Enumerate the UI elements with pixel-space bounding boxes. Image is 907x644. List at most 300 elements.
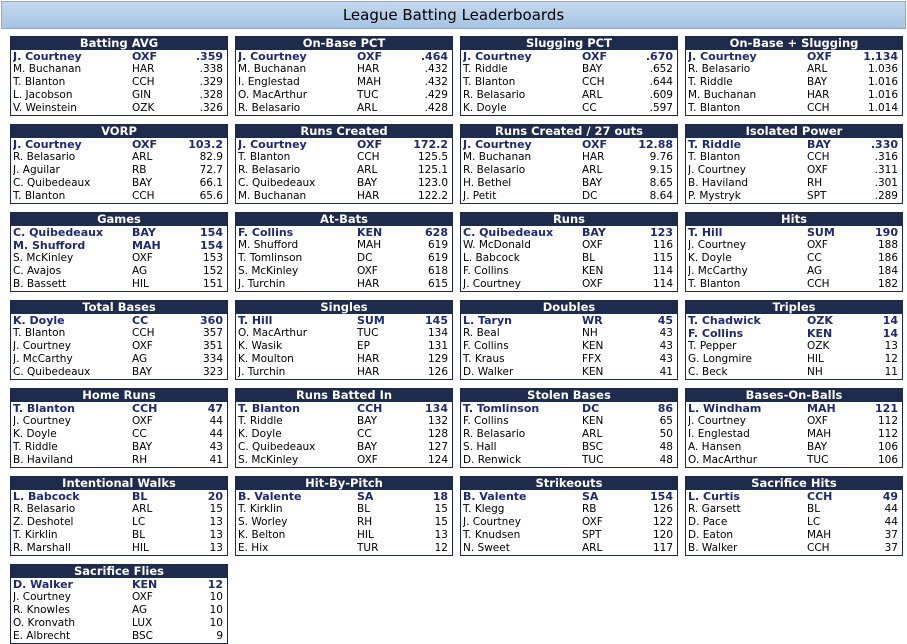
leaderboard-row <box>236 402 452 415</box>
player-name: J. Turchin <box>238 366 286 378</box>
stat-value: 44 <box>209 415 223 427</box>
team-abbr: HAR <box>582 151 605 163</box>
stat-value: 103.2 <box>188 138 223 151</box>
leaderboard-row <box>11 415 227 428</box>
stat-value: 323 <box>202 366 223 378</box>
player-name: K. Belton <box>238 529 286 541</box>
team-abbr: HIL <box>357 529 374 541</box>
stat-value: .428 <box>424 102 448 114</box>
leaderboard-row <box>461 428 677 441</box>
stat-value: 628 <box>425 226 448 239</box>
leaderboard-row <box>686 50 902 63</box>
leaderboard-row <box>461 239 677 252</box>
player-name: J. Courtney <box>463 516 521 528</box>
leaderboard-row <box>11 529 227 542</box>
leaderboard-row <box>686 516 902 529</box>
player-name: F. Collins <box>238 226 294 239</box>
leaderboard-row <box>686 138 902 151</box>
player-name: J. Courtney <box>13 415 71 427</box>
team-abbr: CCH <box>132 76 155 88</box>
player-name: F. Collins <box>463 340 509 352</box>
team-abbr: CCH <box>807 278 830 290</box>
player-name: T. Blanton <box>688 278 741 290</box>
leaderboard-row <box>461 63 677 76</box>
leaderboard-panel <box>235 36 453 116</box>
leaderboard-row <box>11 138 227 151</box>
player-name: R. Beal <box>463 327 500 339</box>
stat-value: .652 <box>649 63 673 75</box>
leaderboard-panel <box>685 388 903 468</box>
team-abbr: HAR <box>357 366 380 378</box>
player-name: L. Jacobson <box>13 89 73 101</box>
player-name: J. Courtney <box>688 164 746 176</box>
team-abbr: HAR <box>357 190 380 202</box>
team-abbr: MAH <box>807 428 832 440</box>
player-name: R. Belasario <box>463 89 526 101</box>
leaderboard-row <box>686 402 902 415</box>
team-abbr: ARL <box>582 428 603 440</box>
team-abbr: OXF <box>357 454 378 466</box>
leaderboard-row <box>461 177 677 190</box>
leaderboard-panel <box>10 124 228 204</box>
team-abbr: AG <box>132 353 148 365</box>
stat-value: 172.2 <box>413 138 448 151</box>
stat-value: 41 <box>659 366 673 378</box>
player-name: C. Quibedeaux <box>463 226 554 239</box>
team-abbr: BL <box>807 503 821 515</box>
stat-value: 8.65 <box>649 177 673 189</box>
leaderboard-row <box>686 278 902 291</box>
stat-value: 15 <box>209 503 223 515</box>
leaderboard-row <box>11 591 227 604</box>
stat-value: 115 <box>652 252 673 264</box>
player-name: F. Collins <box>688 327 744 340</box>
leaderboard-title: On-Base PCT <box>236 37 452 50</box>
stat-value: 13 <box>209 529 223 541</box>
stat-value: 120 <box>652 529 673 541</box>
leaderboard-row <box>11 314 227 327</box>
player-name: B. Bassett <box>13 278 67 290</box>
stat-value: 1.036 <box>867 63 898 75</box>
leaderboard-panel <box>235 476 453 556</box>
team-abbr: OXF <box>582 138 607 151</box>
stat-value: 37 <box>884 542 898 554</box>
leaderboard-row <box>11 164 227 177</box>
team-abbr: TUR <box>357 542 379 554</box>
leaderboard-row <box>11 102 227 115</box>
leaderboard-row <box>461 102 677 115</box>
leaderboard-panel <box>685 36 903 116</box>
team-abbr: CCH <box>807 542 830 554</box>
stat-value: 13 <box>434 529 448 541</box>
player-name: K. Wasik <box>238 340 283 352</box>
stat-value: .429 <box>424 89 448 101</box>
team-abbr: OXF <box>357 50 382 63</box>
player-name: T. Hill <box>688 226 723 239</box>
player-name: R. Marshall <box>13 542 71 554</box>
team-abbr: CC <box>807 252 822 264</box>
stat-value: 127 <box>427 441 448 453</box>
team-abbr: OXF <box>807 50 832 63</box>
leaderboard-row <box>686 76 902 89</box>
leaderboard-row <box>461 314 677 327</box>
player-name: I. Englestad <box>238 76 300 88</box>
stat-value: 44 <box>884 503 898 515</box>
leaderboard-row <box>461 441 677 454</box>
stat-value: 152 <box>202 265 223 277</box>
leaderboard-row <box>461 278 677 291</box>
leaderboard-row <box>461 454 677 467</box>
stat-value: 112 <box>877 428 898 440</box>
leaderboard-row <box>11 441 227 454</box>
stat-value: 47 <box>207 402 223 415</box>
stat-value: 12 <box>884 353 898 365</box>
leaderboard-row <box>11 190 227 203</box>
player-name: T. Riddle <box>463 63 508 75</box>
leaderboard-row <box>686 542 902 555</box>
player-name: J. Courtney <box>688 415 746 427</box>
player-name: K. Doyle <box>13 314 65 327</box>
player-name: R. Belasario <box>238 102 301 114</box>
page-header <box>1 1 906 29</box>
leaderboard-row <box>11 503 227 516</box>
player-name: M. Buchanan <box>238 190 307 202</box>
stat-value: 154 <box>200 226 223 239</box>
team-abbr: CC <box>132 428 147 440</box>
leaderboard-title: Runs Created / 27 outs <box>461 125 677 138</box>
player-name: R. Belasario <box>238 164 301 176</box>
player-name: D. Eaton <box>688 529 734 541</box>
leaderboard-row <box>236 164 452 177</box>
leaderboard-row <box>236 516 452 529</box>
leaderboard-row <box>686 265 902 278</box>
team-abbr: AG <box>807 265 823 277</box>
player-name: T. Kirklin <box>13 529 58 541</box>
player-name: M. Buchanan <box>688 89 757 101</box>
team-abbr: KEN <box>582 366 604 378</box>
team-abbr: MAH <box>807 529 832 541</box>
leaderboard-title: On-Base + Slugging <box>686 37 902 50</box>
stat-value: 14 <box>882 327 898 340</box>
player-name: C. Quibedeaux <box>13 366 91 378</box>
team-abbr: BAY <box>132 441 152 453</box>
stat-value: 10 <box>209 604 223 616</box>
stat-value: 126 <box>652 503 673 515</box>
player-name: T. Chadwick <box>688 314 761 327</box>
stat-value: 11 <box>884 366 898 378</box>
leaderboard-title: Singles <box>236 301 452 314</box>
stat-value: 190 <box>875 226 898 239</box>
stat-value: 8.64 <box>649 190 673 202</box>
stat-value: 37 <box>884 529 898 541</box>
team-abbr: SA <box>582 490 599 503</box>
player-name: M. Buchanan <box>463 151 532 163</box>
leaderboard-row <box>236 490 452 503</box>
team-abbr: RB <box>132 164 147 176</box>
player-name: L. Curtis <box>688 490 740 503</box>
leaderboard-row <box>11 617 227 630</box>
leaderboard-row <box>11 428 227 441</box>
team-abbr: DC <box>582 190 598 202</box>
team-abbr: KEN <box>582 265 604 277</box>
stat-value: 43 <box>659 353 673 365</box>
team-abbr: BL <box>132 490 148 503</box>
team-abbr: SUM <box>357 314 385 327</box>
stat-value: .464 <box>420 50 448 63</box>
leaderboard-row <box>686 102 902 115</box>
team-abbr: BAY <box>582 177 602 189</box>
leaderboard-title: Strikeouts <box>461 477 677 490</box>
stat-value: .597 <box>649 102 673 114</box>
team-abbr: CCH <box>807 102 830 114</box>
team-abbr: DC <box>357 252 373 264</box>
stat-value: 154 <box>200 239 223 252</box>
stat-value: 1.014 <box>867 102 898 114</box>
player-name: D. Renwick <box>463 454 522 466</box>
leaderboard-row <box>11 76 227 89</box>
team-abbr: TUC <box>357 327 379 339</box>
leaderboard-title: Games <box>11 213 227 226</box>
team-abbr: OXF <box>132 340 153 352</box>
team-abbr: OXF <box>132 50 157 63</box>
player-name: J. Courtney <box>13 50 82 63</box>
player-name: B. Walker <box>688 542 738 554</box>
player-name: B. Valente <box>238 490 302 503</box>
leaderboard-row <box>11 604 227 617</box>
team-abbr: OXF <box>357 138 382 151</box>
player-name: H. Bethel <box>463 177 512 189</box>
team-abbr: BSC <box>132 630 154 642</box>
team-abbr: BAY <box>807 441 827 453</box>
team-abbr: AG <box>132 265 148 277</box>
stat-value: 13 <box>209 542 223 554</box>
leaderboard-title: At-Bats <box>236 213 452 226</box>
stat-value: .289 <box>874 190 898 202</box>
stat-value: 186 <box>877 252 898 264</box>
player-name: S. Hall <box>463 441 497 453</box>
player-name: J. Aguilar <box>13 164 60 176</box>
stat-value: 125.1 <box>417 164 448 176</box>
team-abbr: SA <box>357 490 374 503</box>
stat-value: 117 <box>652 542 673 554</box>
team-abbr: BAY <box>807 138 831 151</box>
leaderboard-title: Sacrifice Hits <box>686 477 902 490</box>
team-abbr: SUM <box>807 226 835 239</box>
team-abbr: KEN <box>357 226 383 239</box>
leaderboard-row <box>236 102 452 115</box>
leaderboard-row <box>686 327 902 340</box>
leaderboard-panel <box>235 212 453 292</box>
leaderboard-row <box>236 415 452 428</box>
stat-value: 44 <box>884 516 898 528</box>
stat-value: 9.15 <box>649 164 673 176</box>
leaderboard-row <box>461 490 677 503</box>
team-abbr: LC <box>807 516 821 528</box>
stat-value: 351 <box>202 340 223 352</box>
leaderboard-row <box>686 428 902 441</box>
player-name: O. MacArthur <box>238 89 308 101</box>
player-name: J. McCarthy <box>13 353 73 365</box>
team-abbr: OXF <box>582 278 603 290</box>
team-abbr: OXF <box>132 415 153 427</box>
team-abbr: CC <box>357 428 372 440</box>
leaderboard-row <box>236 226 452 239</box>
player-name: C. Beck <box>688 366 728 378</box>
player-name: C. Quibedeaux <box>13 226 104 239</box>
stat-value: 132 <box>427 415 448 427</box>
stat-value: 50 <box>659 428 673 440</box>
player-name: C. Quibedeaux <box>238 177 316 189</box>
player-name: J. Courtney <box>688 239 746 251</box>
team-abbr: CCH <box>132 402 158 415</box>
team-abbr: ARL <box>357 164 378 176</box>
leaderboard-row <box>11 278 227 291</box>
stat-value: 619 <box>427 252 448 264</box>
leaderboard-panel <box>10 476 228 556</box>
leaderboard-row <box>461 542 677 555</box>
stat-value: 12 <box>434 542 448 554</box>
leaderboard-row <box>686 239 902 252</box>
leaderboard-title: VORP <box>11 125 227 138</box>
stat-value: .359 <box>195 50 223 63</box>
player-name: T. Kraus <box>463 353 505 365</box>
stat-value: 13 <box>209 516 223 528</box>
stat-value: 48 <box>659 441 673 453</box>
team-abbr: OZK <box>807 314 833 327</box>
player-name: J. Courtney <box>463 138 532 151</box>
player-name: J. Courtney <box>463 278 521 290</box>
leaderboard-row <box>461 151 677 164</box>
leaderboard-row <box>11 226 227 239</box>
team-abbr: KEN <box>582 415 604 427</box>
team-abbr: MAH <box>357 239 382 251</box>
leaderboard-row <box>461 529 677 542</box>
player-name: L. Windham <box>688 402 762 415</box>
leaderboard-row <box>236 177 452 190</box>
player-name: D. Walker <box>463 366 514 378</box>
team-abbr: ARL <box>582 164 603 176</box>
stat-value: 334 <box>202 353 223 365</box>
team-abbr: WR <box>582 314 603 327</box>
player-name: J. Petit <box>463 190 497 202</box>
team-abbr: OXF <box>807 164 828 176</box>
player-name: T. Riddle <box>688 138 742 151</box>
leaderboard-row <box>461 516 677 529</box>
team-abbr: ARL <box>807 63 828 75</box>
leaderboard-row <box>11 177 227 190</box>
team-abbr: NH <box>807 366 823 378</box>
team-abbr: BAY <box>132 177 152 189</box>
stat-value: 1.016 <box>867 76 898 88</box>
leaderboard-row <box>686 151 902 164</box>
stat-value: 124 <box>427 454 448 466</box>
player-name: J. Courtney <box>238 50 307 63</box>
player-name: G. Longmire <box>688 353 752 365</box>
leaderboard-panel <box>460 476 678 556</box>
leaderboard-row <box>236 503 452 516</box>
player-name: F. Collins <box>463 415 509 427</box>
stat-value: 20 <box>207 490 223 503</box>
player-name: M. Buchanan <box>13 63 82 75</box>
stat-value: 182 <box>877 278 898 290</box>
leaderboard-panel <box>685 212 903 292</box>
player-name: E. Hix <box>238 542 269 554</box>
leaderboard-row <box>686 529 902 542</box>
player-name: J. Turchin <box>238 278 286 290</box>
team-abbr: OXF <box>132 252 153 264</box>
team-abbr: MAH <box>807 402 836 415</box>
team-abbr: OZK <box>807 340 830 352</box>
leaderboard-row <box>236 252 452 265</box>
stat-value: 153 <box>202 252 223 264</box>
stat-value: 10 <box>209 591 223 603</box>
team-abbr: OXF <box>582 239 603 251</box>
stat-value: 106 <box>877 441 898 453</box>
team-abbr: OXF <box>357 265 378 277</box>
leaderboard-row <box>11 366 227 379</box>
leaderboard-row <box>11 516 227 529</box>
team-abbr: CCH <box>357 402 383 415</box>
stat-value: 114 <box>652 278 673 290</box>
player-name: T. Riddle <box>13 441 58 453</box>
stat-value: 44 <box>209 428 223 440</box>
team-abbr: BAY <box>357 441 377 453</box>
stat-value: 106 <box>877 454 898 466</box>
player-name: T. Blanton <box>688 151 741 163</box>
team-abbr: OXF <box>582 516 603 528</box>
player-name: T. Knudsen <box>463 529 521 541</box>
player-name: R. Belasario <box>13 151 76 163</box>
leaderboard-panel <box>685 476 903 556</box>
stat-value: .316 <box>874 151 898 163</box>
leaderboard-row <box>236 542 452 555</box>
player-name: T. Hill <box>238 314 273 327</box>
stat-value: 129 <box>427 353 448 365</box>
player-name: O. Kronvath <box>13 617 75 629</box>
player-name: J. Courtney <box>688 50 757 63</box>
leaderboard-row <box>236 239 452 252</box>
leaderboard-row <box>686 353 902 366</box>
stat-value: 9.76 <box>649 151 673 163</box>
leaderboard-row <box>686 63 902 76</box>
leaderboard-row <box>236 340 452 353</box>
team-abbr: TUC <box>582 454 604 466</box>
leaderboard-row <box>461 252 677 265</box>
player-name: J. Courtney <box>238 138 307 151</box>
stat-value: 128 <box>427 428 448 440</box>
stat-value: 122 <box>652 516 673 528</box>
stat-value: 123 <box>650 226 673 239</box>
player-name: S. Worley <box>238 516 288 528</box>
leaderboard-row <box>236 529 452 542</box>
leaderboard-row <box>686 89 902 102</box>
leaderboard-title: Hits <box>686 213 902 226</box>
team-abbr: CCH <box>132 327 155 339</box>
leaderboard-panel <box>460 124 678 204</box>
leaderboard-panel <box>460 212 678 292</box>
stat-value: 112 <box>877 415 898 427</box>
leaderboard-row <box>11 265 227 278</box>
player-name: B. Haviland <box>688 177 749 189</box>
player-name: J. McCarthy <box>688 265 748 277</box>
player-name: D. Walker <box>13 578 73 591</box>
leaderboard-row <box>236 428 452 441</box>
stat-value: 45 <box>657 314 673 327</box>
stat-value: .328 <box>199 89 223 101</box>
player-name: R. Belasario <box>688 63 751 75</box>
player-name: R. Belasario <box>463 164 526 176</box>
leaderboard-row <box>461 327 677 340</box>
